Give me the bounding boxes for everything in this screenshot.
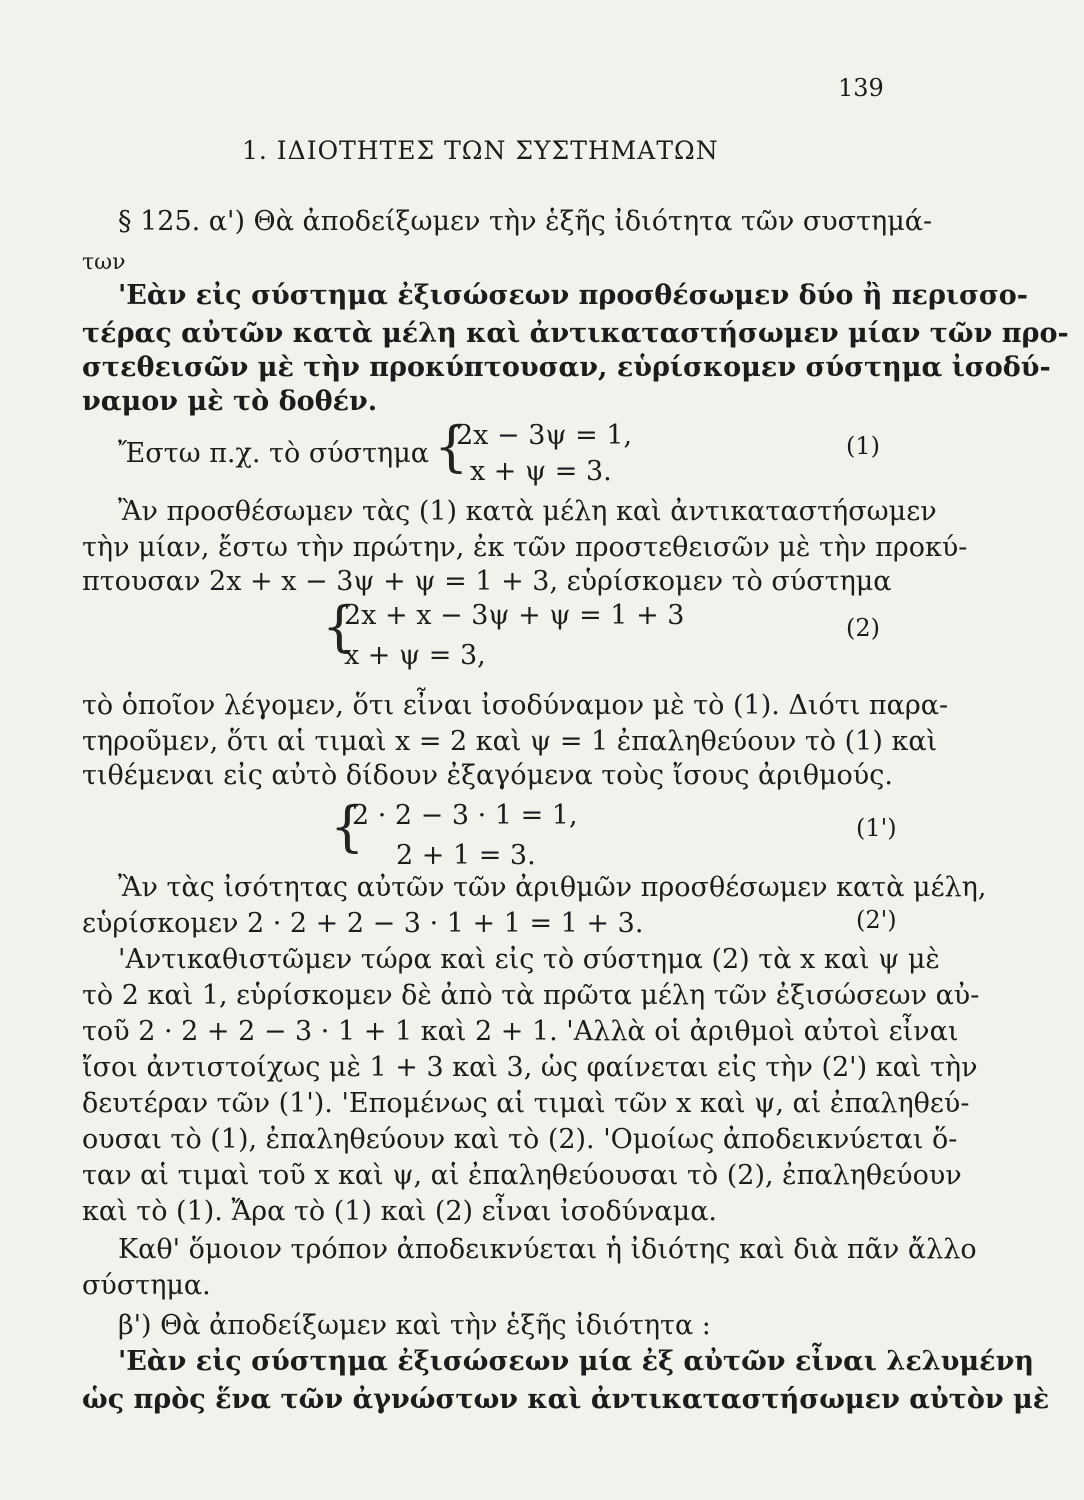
- text-line: ἴσοι ἀντιστοίχως μὲ 1 + 3 καὶ 3, ὡς φαίνεται εἰς τὴν (2') καὶ τὴν: [82, 1052, 978, 1083]
- equation: 2 + 1 = 3.: [396, 840, 536, 871]
- equation-label: (2): [846, 614, 880, 642]
- text-line: δευτέραν τῶν (1'). 'Επομένως αἱ τιμαὶ τῶν x καὶ ψ, αἱ ἐπαληθεύ-: [82, 1088, 970, 1119]
- text-line: Ἂν τὰς ἰσότητας αὐτῶν τῶν ἀριθμῶν προσθέσωμεν κατὰ μέλη,: [118, 872, 987, 903]
- equation: 2 · 2 − 3 · 1 = 1,: [352, 800, 578, 831]
- theorem-line: ναμον μὲ τὸ δοθέν.: [82, 386, 378, 417]
- text-line: Ἔστω π.χ. τὸ σύστημα: [118, 438, 429, 469]
- text-line: πτουσαν 2x + x − 3ψ + ψ = 1 + 3, εὑρίσκομεν τὸ σύστημα: [82, 566, 892, 597]
- theorem-line: τέρας αὐτῶν κατὰ μέλη καὶ ἀντικαταστήσωμεν μίαν τῶν προ-: [82, 318, 1069, 349]
- text-line: τιθέμεναι εἰς αὐτὸ δίδουν ἐξαγόμενα τοὺς ἴσους ἀριθμούς.: [82, 760, 893, 791]
- brace-icon: {: [330, 795, 365, 858]
- equation: x + ψ = 3.: [470, 456, 612, 487]
- text-line: καὶ τὸ (1). Ἄρα τὸ (1) καὶ (2) εἶναι ἰσοδύναμα.: [82, 1196, 718, 1227]
- text-line: τὸ ὁποῖον λέγομεν, ὅτι εἶναι ἰσοδύναμον μὲ τὸ (1). Διότι παρα-: [82, 690, 949, 721]
- section-title: 1. ΙΔΙΟΤΗΤΕΣ ΤΩΝ ΣΥΣΤΗΜΑΤΩΝ: [242, 136, 719, 165]
- equation-label: (1'): [856, 814, 897, 842]
- equation: 2x − 3ψ = 1,: [456, 420, 633, 451]
- equation: 2x + x − 3ψ + ψ = 1 + 3: [344, 600, 685, 631]
- text-line: ουσαι τὸ (1), ἐπαληθεύουν καὶ τὸ (2). 'Ομοίως ἀποδεικνύεται ὅ-: [82, 1124, 958, 1155]
- text-line: Ἂν προσθέσωμεν τὰς (1) κατὰ μέλη καὶ ἀντικαταστήσωμεν: [118, 496, 937, 527]
- text-line: § 125. α') Θὰ ἀποδείξωμεν τὴν ἑξῆς ἰδιότητα τῶν συστημά-: [118, 206, 933, 237]
- text-line: τοῦ 2 · 2 + 2 − 3 · 1 + 1 καὶ 2 + 1. 'Αλλὰ οἱ ἀριθμοὶ αὐτοὶ εἶναι: [82, 1016, 959, 1047]
- text-line: 'Αντικαθιστῶμεν τώρα καὶ εἰς τὸ σύστημα (2) τὰ x καὶ ψ μὲ: [118, 944, 940, 975]
- brace-icon: {: [322, 595, 357, 658]
- text-line: ταν αἱ τιμαὶ τοῦ x καὶ ψ, αἱ ἐπαληθεύουσαι τὸ (2), ἐπαληθεύουν: [82, 1160, 962, 1191]
- text-line: σύστημα.: [82, 1270, 211, 1301]
- text-line: τὴν μίαν, ἔστω τὴν πρώτην, ἐκ τῶν προστεθεισῶν μὲ τὴν προκύ-: [82, 532, 968, 563]
- brace-icon: {: [434, 415, 469, 478]
- theorem-line: ὡς πρὸς ἕνα τῶν ἀγνώστων καὶ ἀντικαταστήσωμεν αὐτὸν μὲ: [82, 1384, 1050, 1415]
- equation-label: (2'): [856, 906, 897, 934]
- text-line: εὑρίσκομεν 2 · 2 + 2 − 3 · 1 + 1 = 1 + 3.: [82, 908, 644, 939]
- text-line: τὸ 2 καὶ 1, εὑρίσκομεν δὲ ἀπὸ τὰ πρῶτα μέλη τῶν ἐξισώσεων αὐ-: [82, 980, 980, 1011]
- equation-label: (1): [846, 432, 880, 460]
- equation: x + ψ = 3,: [344, 640, 486, 671]
- theorem-line: 'Εὰν εἰς σύστημα ἐξισώσεων προσθέσωμεν δύο ἢ περισσο-: [118, 280, 1028, 311]
- text-line: Καθ' ὅμοιον τρόπον ἀποδεικνύεται ἡ ἰδιότης καὶ διὰ πᾶν ἄλλο: [118, 1234, 977, 1265]
- page-number: 139: [838, 74, 884, 102]
- text-line: των: [82, 250, 126, 275]
- theorem-line: στεθεισῶν μὲ τὴν προκύπτουσαν, εὑρίσκομεν σύστημα ἰσοδύ-: [82, 352, 1051, 383]
- text-line: β') Θὰ ἀποδείξωμεν καὶ τὴν ἑξῆς ἰδιότητα :: [118, 1310, 711, 1341]
- theorem-line: 'Εὰν εἰς σύστημα ἐξισώσεων μία ἐξ αὐτῶν εἶναι λελυμένη: [118, 1346, 1034, 1377]
- text-line: τηροῦμεν, ὅτι αἱ τιμαὶ x = 2 καὶ ψ = 1 ἐπαληθεύουν τὸ (1) καὶ: [82, 726, 938, 757]
